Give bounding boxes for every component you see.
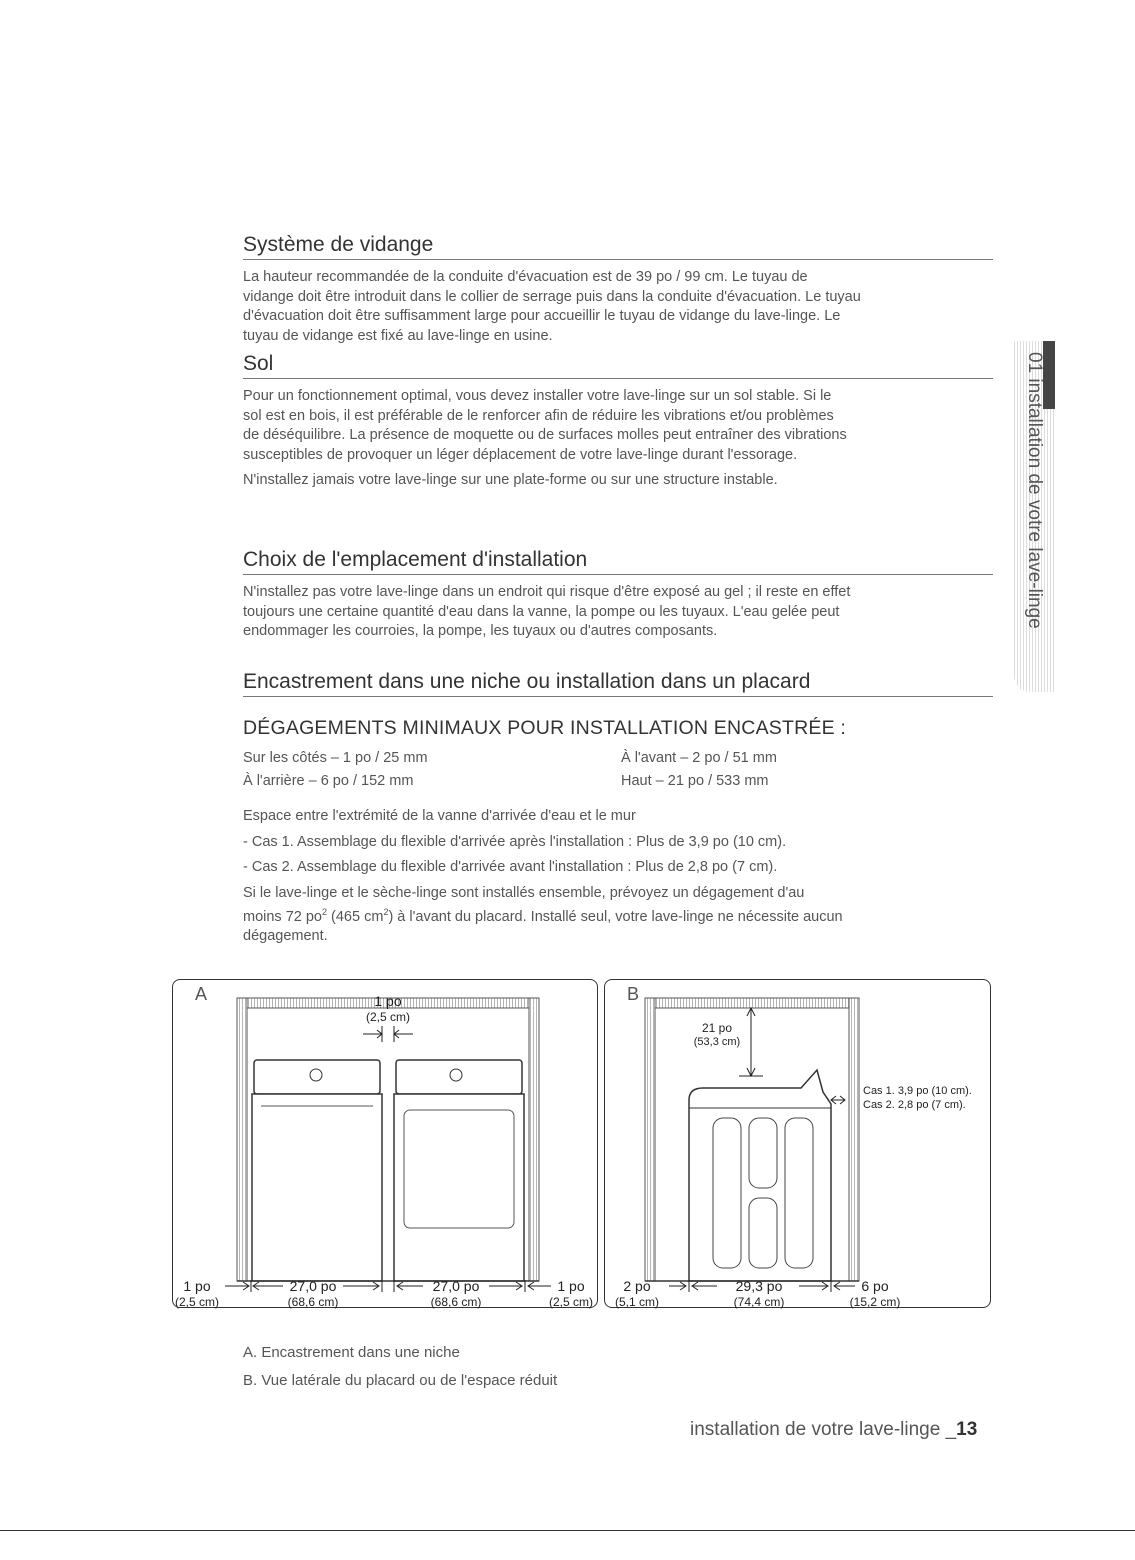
paragraph-line: tuyau de vidange est fixé au lave-linge en usine.	[243, 327, 553, 344]
space-line: - Cas 2. Assemblage du flexible d'arrivée avant l'installation : Plus de 2,8 po (7 cm).	[243, 859, 778, 875]
top-gap-value: 1 po	[374, 993, 402, 1009]
paragraph-location	[243, 583, 993, 642]
figure-b-panel	[604, 979, 991, 1308]
paragraph-drain	[243, 268, 993, 346]
chapter-tab-label: 01 installation de votre lave-linge	[1024, 352, 1045, 629]
heading-alcove: Encastrement dans une niche ou installation dans un placard	[243, 670, 993, 697]
paragraph-floor-warning: N'installez jamais votre lave-linge sur une plate-forme ou sur une structure instable.	[243, 472, 778, 488]
paragraph-line: sol est en bois, il est préférable de le renforcer afin de réduire les vibrations et/ou problèmes	[243, 407, 834, 424]
paragraph-line: de déséquilibre. La présence de moquette ou de surfaces molles peut entraîner des vibrations	[243, 427, 847, 443]
dim-washer-value: 27,0 po	[289, 1278, 337, 1294]
space-line: - Cas 1. Assemblage du flexible d'arrivée après l'installation : Plus de 3,9 po (10 cm).	[243, 833, 787, 850]
heading-floor: Sol	[243, 352, 993, 379]
clearance-rear: À l'arrière – 6 po / 152 mm	[243, 773, 414, 789]
dim-left-value: 1 po	[183, 1278, 211, 1294]
section-alcove	[243, 670, 993, 947]
paragraph-line: vidange doit être introduit dans le collier de serrage puis dans la conduite d'évacuation. Le tuyau	[243, 288, 861, 305]
dim-rear-value: 6 po	[861, 1278, 889, 1294]
dim-rear-metric: (15,2 cm)	[849, 1295, 901, 1309]
section-drain	[243, 233, 993, 346]
top-gap-metric: (53,3 cm)	[693, 1036, 741, 1048]
paragraph-line: d'évacuation doit être suffisamment large pour accueillir le tuyau de vidange du lave-linge. Le	[243, 308, 841, 324]
paragraph-floor	[243, 387, 993, 465]
figure-a-label: A	[195, 984, 208, 1004]
paragraph-line: La hauteur recommandée de la conduite d'évacuation est de 39 po / 99 cm. Le tuyau de	[243, 269, 808, 285]
dim-front-metric: (5,1 cm)	[614, 1295, 660, 1309]
footer-title: installation de votre lave-linge _	[690, 1419, 957, 1440]
heading-drain: Système de vidange	[243, 233, 993, 260]
clearance-top: Haut – 21 po / 533 mm	[621, 773, 769, 789]
caption-b: B. Vue latérale du placard ou de l'espace réduit	[243, 1372, 558, 1389]
clearance-front: À l'avant – 2 po / 51 mm	[621, 750, 777, 766]
figure-a-drawing	[173, 980, 599, 1309]
figure-b-drawing	[605, 980, 992, 1309]
top-gap-metric: (2,5 cm)	[365, 1010, 411, 1024]
bottom-rule	[0, 1530, 1135, 1531]
figure-b-label: B	[627, 984, 640, 1004]
subheading-clearances: DÉGAGEMENTS MINIMAUX POUR INSTALLATION ENCASTRÉE :	[243, 717, 847, 739]
space-line: Espace entre l'extrémité de la vanne d'arrivée d'eau et le mur	[243, 808, 636, 824]
case1-text: Cas 1. 3,9 po (10 cm).	[863, 1085, 972, 1097]
vent-paragraph	[243, 884, 993, 947]
dim-right-value: 1 po	[557, 1278, 585, 1294]
water-valve-space	[243, 807, 993, 878]
vent-line: moins 72 $po^2$ (465 $cm^2$) à l'avant du placard. Installé seul, votre lave-linge ne nécessite aucun	[243, 907, 843, 925]
page-footer	[690, 1419, 977, 1441]
dim-right-metric: (2,5 cm)	[548, 1295, 594, 1309]
dim-left-metric: (2,5 cm)	[174, 1295, 220, 1309]
dim-depth-metric: (74,4 cm)	[733, 1295, 785, 1309]
paragraph-line: Pour un fonctionnement optimal, vous devez installer votre lave-linge sur un sol stable. Si le	[243, 388, 832, 404]
page-number: 13	[956, 1419, 978, 1440]
paragraph-line: N'installez pas votre lave-linge dans un endroit qui risque d'être exposé au gel ; il reste en effet	[243, 584, 851, 600]
dim-dryer-value: 27,0 po	[432, 1278, 480, 1294]
caption-a: A. Encastrement dans une niche	[243, 1344, 460, 1361]
heading-location: Choix de l'emplacement d'installation	[243, 548, 993, 575]
clearance-sides: Sur les côtés – 1 po / 25 mm	[243, 750, 428, 766]
case2-text: Cas 2. 2,8 po (7 cm).	[863, 1099, 966, 1111]
paragraph-line: susceptibles de provoquer un léger déplacement de votre lave-linge durant l'essorage.	[243, 446, 798, 463]
section-floor	[243, 352, 993, 491]
dim-depth-value: 29,3 po	[735, 1278, 783, 1294]
top-gap-value: 21 po	[701, 1021, 733, 1035]
section-location	[243, 548, 993, 642]
clearance-grid	[243, 750, 993, 789]
vent-line: Si le lave-linge et le sèche-linge sont installés ensemble, prévoyez un dégagement d'au	[243, 884, 805, 901]
figure-a-panel	[172, 979, 598, 1308]
dim-dryer-metric: (68,6 cm)	[430, 1295, 482, 1309]
dim-front-value: 2 po	[623, 1278, 651, 1294]
dim-washer-metric: (68,6 cm)	[287, 1295, 339, 1309]
paragraph-line: toujours une certaine quantité d'eau dans la vanne, la pompe ou les tuyaux. L'eau gelée peut	[243, 603, 840, 620]
paragraph-line: endommager les courroies, la pompe, les tuyaux ou d'autres composants.	[243, 623, 718, 639]
vent-line: dégagement.	[243, 928, 328, 945]
